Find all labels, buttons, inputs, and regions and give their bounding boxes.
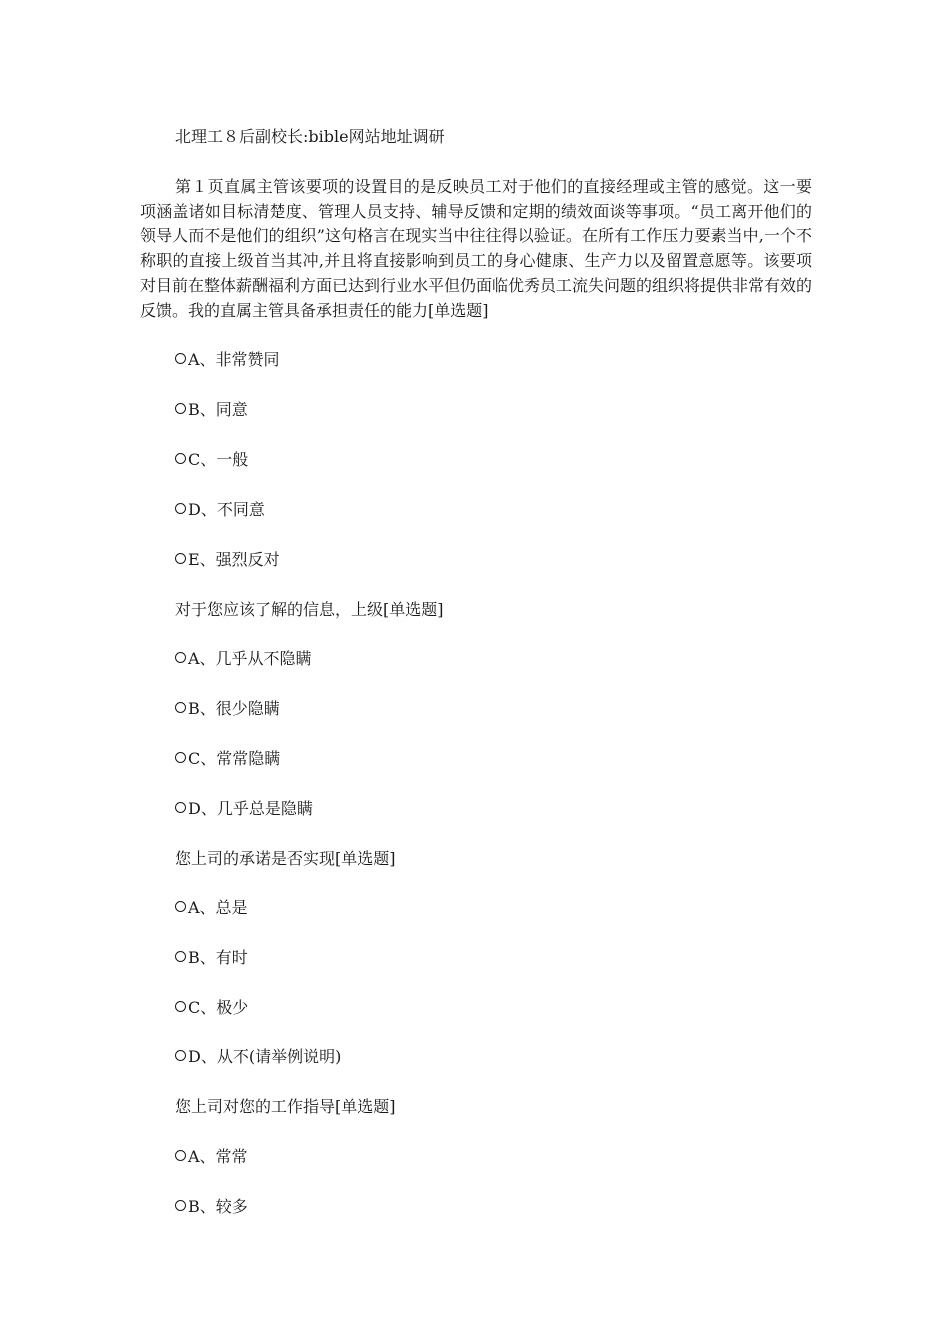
radio-icon[interactable] — [175, 453, 186, 464]
q4-question: 您上司对您的工作指导[单选题] — [175, 1097, 396, 1116]
document-title: 北理工８后副校长:bible网站地址调研 — [175, 127, 445, 146]
q3-option-b[interactable] — [175, 947, 248, 969]
option-label: B、较多 — [188, 1197, 248, 1216]
radio-icon[interactable] — [175, 652, 186, 663]
option-label: D、从不(请举例说明) — [188, 1047, 342, 1066]
q1-option-c[interactable] — [175, 449, 248, 471]
q3-option-d[interactable] — [175, 1046, 341, 1068]
q1-option-e[interactable] — [175, 549, 280, 571]
option-label: C、极少 — [188, 998, 249, 1017]
radio-icon[interactable] — [175, 752, 186, 763]
q3-option-a[interactable] — [175, 897, 248, 919]
radio-icon[interactable] — [175, 702, 186, 713]
option-label: B、有时 — [188, 948, 248, 967]
radio-icon[interactable] — [175, 1150, 186, 1161]
option-label: D、几乎总是隐瞒 — [188, 799, 313, 818]
radio-icon[interactable] — [175, 553, 186, 564]
radio-icon[interactable] — [175, 403, 186, 414]
radio-icon[interactable] — [175, 353, 186, 364]
q2-option-b[interactable] — [175, 698, 280, 720]
option-label: B、很少隐瞒 — [188, 699, 280, 718]
option-label: D、不同意 — [188, 500, 265, 519]
radio-icon[interactable] — [175, 901, 186, 912]
intro-paragraph: 第１页直属主管该要项的设置目的是反映员工对于他们的直接经理或主管的感觉。这一要项涵盖诸如目标清楚度、管理人员支持、辅导反馈和定期的绩效面谈等事项。“员工离开他们的领导人而不是他们的组织”这句格言在现实当中往往得以验证。在所有工作压力要素当中,一个不称职的直接上级首当其冲,并且将直接影响到员工的身心健康、生产力以及留置意愿等。该要项对目前在整体薪酬福利方面已达到行业水平但仍面临优秀员工流失问题的组织将提供非常有效的反馈。我的直属主管具备承担责任的能力[单选题] — [140, 177, 813, 320]
q2-option-c[interactable] — [175, 748, 280, 770]
q2-option-d[interactable] — [175, 798, 313, 820]
q3-question: 您上司的承诺是否实现[单选题] — [175, 849, 396, 868]
option-label: C、一般 — [188, 450, 249, 469]
option-label: A、几乎从不隐瞒 — [188, 649, 312, 668]
option-label: A、常常 — [188, 1147, 248, 1166]
option-label: E、强烈反对 — [188, 550, 280, 569]
radio-icon[interactable] — [175, 1050, 186, 1061]
q1-option-d[interactable] — [175, 499, 265, 521]
option-label: A、总是 — [188, 898, 248, 917]
radio-icon[interactable] — [175, 951, 186, 962]
option-label: A、非常赞同 — [188, 350, 280, 369]
q4-option-a[interactable] — [175, 1146, 248, 1168]
option-label: B、同意 — [188, 400, 248, 419]
q2-question: 对于您应该了解的信息，上级[单选题] — [175, 600, 444, 619]
radio-icon[interactable] — [175, 1001, 186, 1012]
q1-option-b[interactable] — [175, 399, 248, 421]
radio-icon[interactable] — [175, 503, 186, 514]
q2-option-a[interactable] — [175, 648, 312, 670]
option-label: C、常常隐瞒 — [188, 749, 281, 768]
q4-option-b[interactable] — [175, 1196, 248, 1218]
q1-option-a[interactable] — [175, 349, 280, 371]
radio-icon[interactable] — [175, 802, 186, 813]
radio-icon[interactable] — [175, 1200, 186, 1211]
q3-option-c[interactable] — [175, 997, 248, 1019]
